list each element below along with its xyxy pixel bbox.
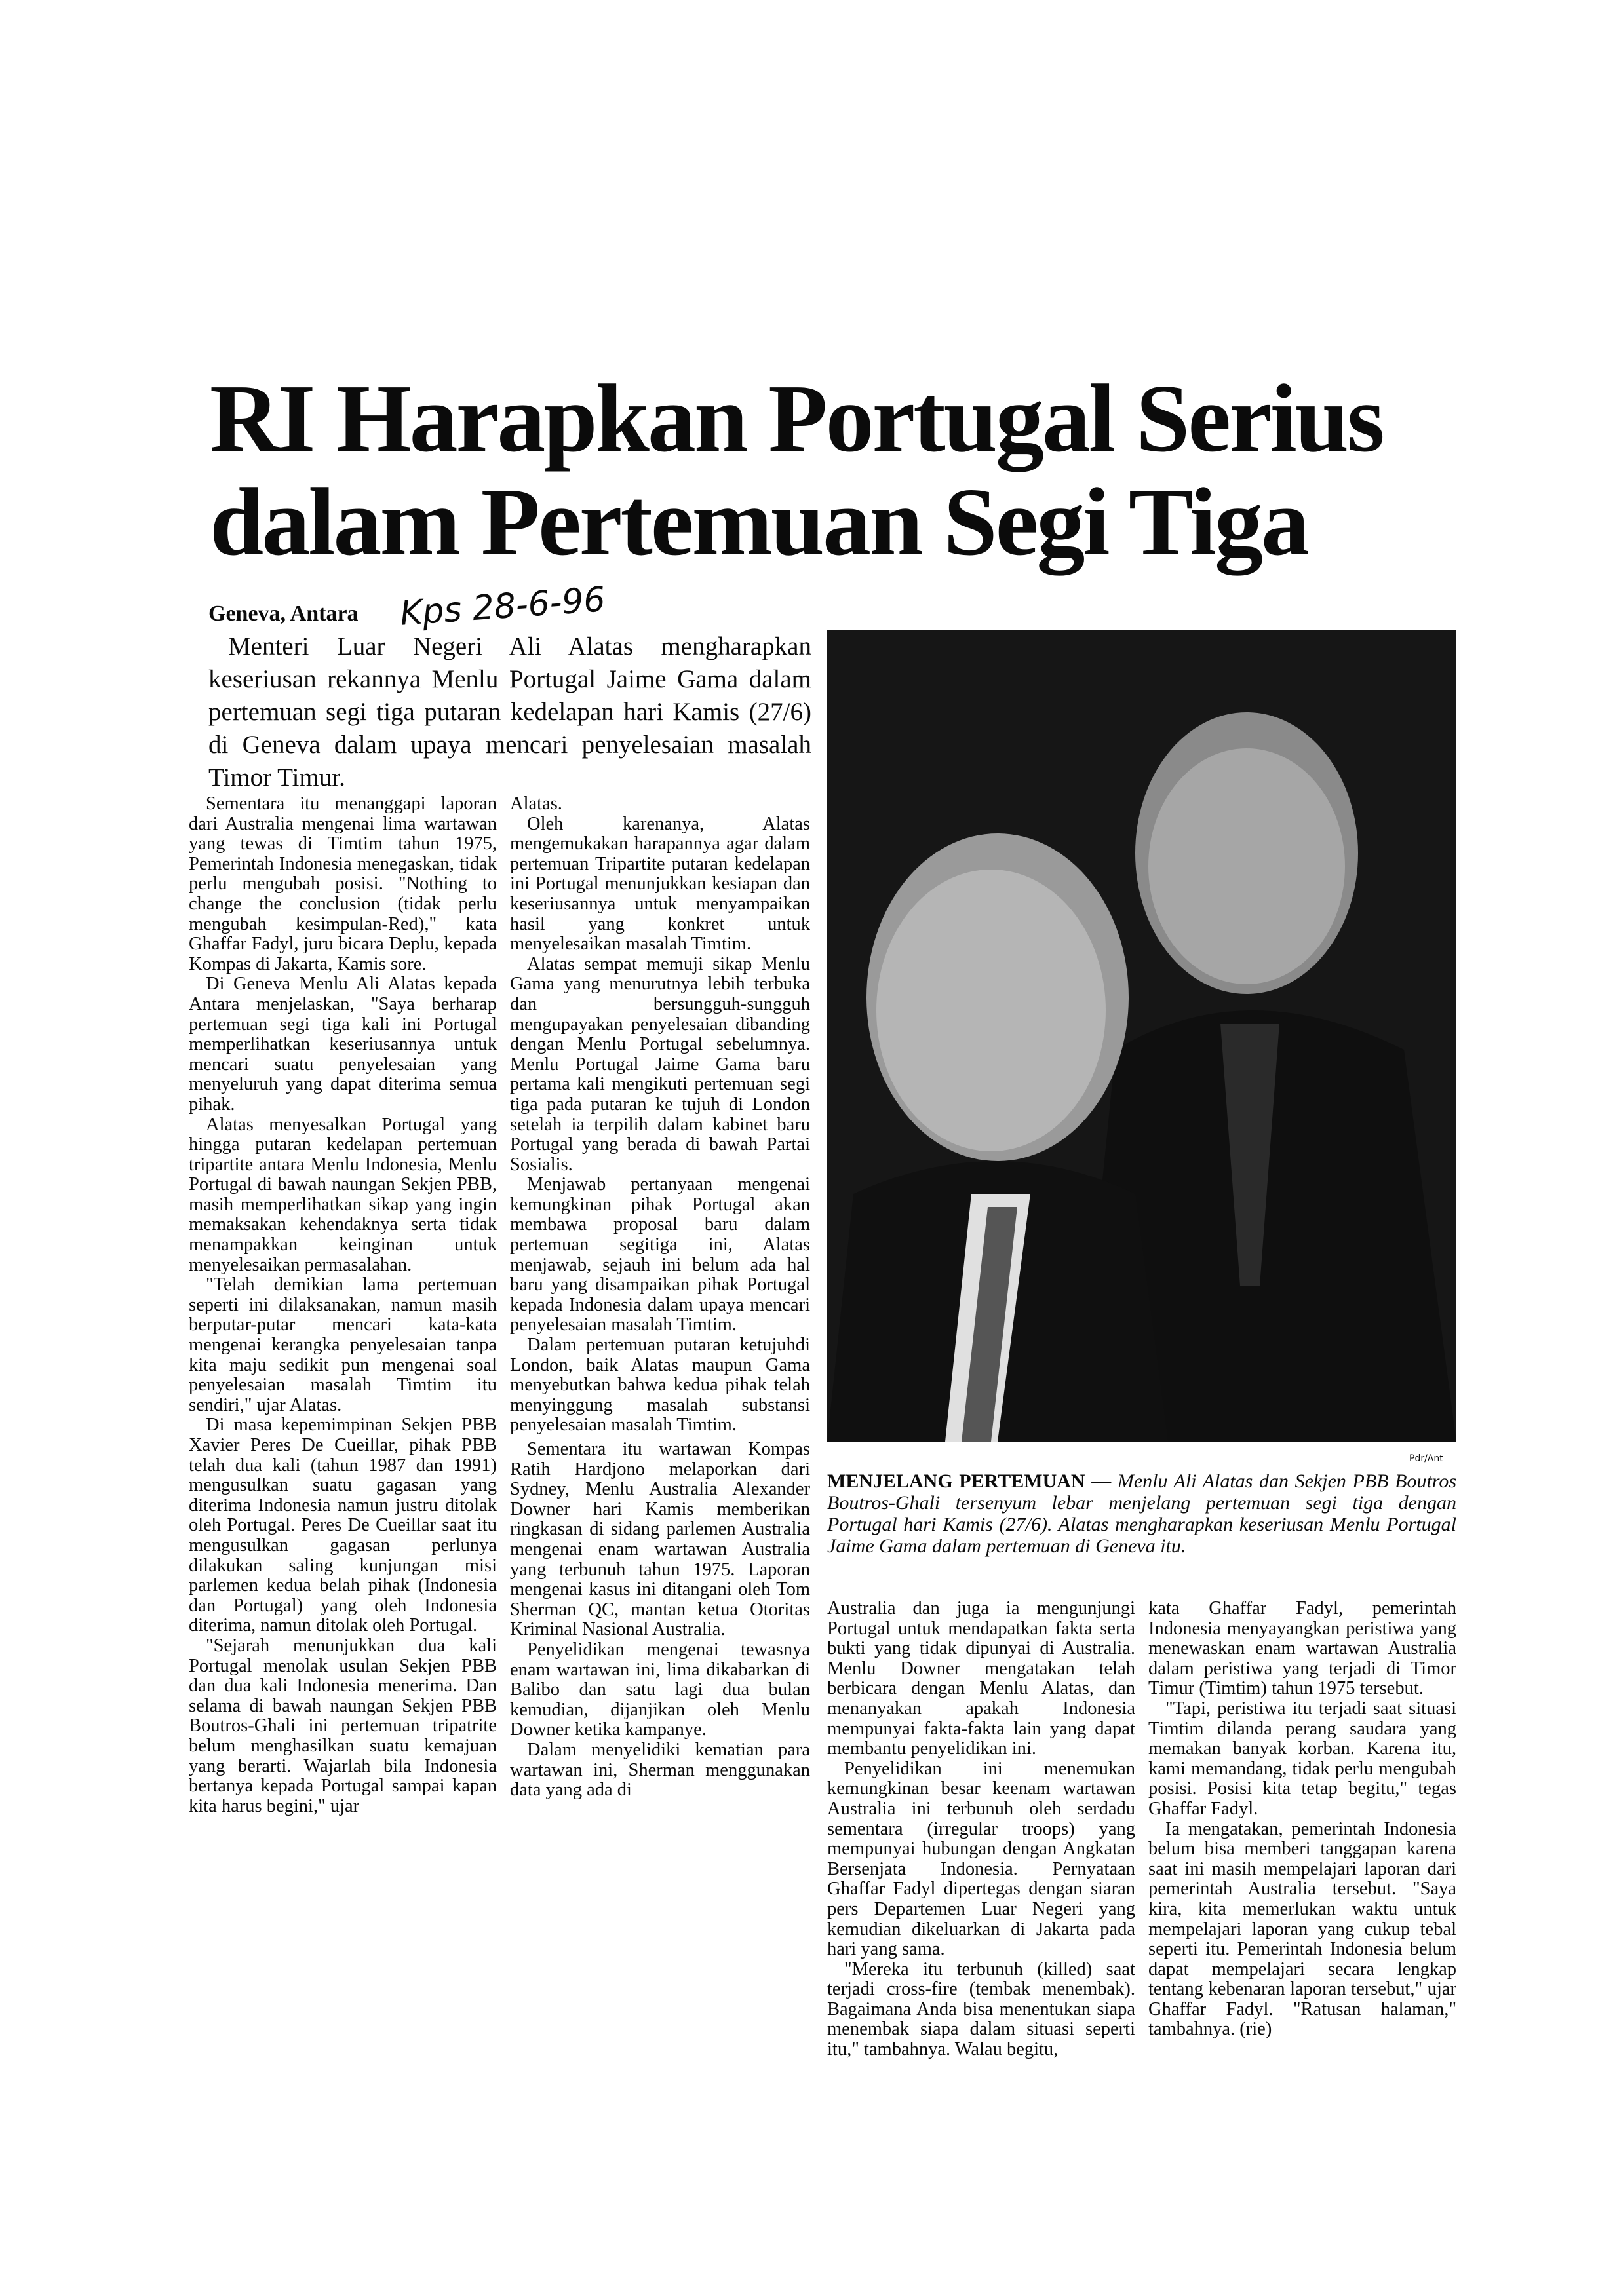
caption-label: MENJELANG PERTEMUAN — bbox=[827, 1470, 1112, 1492]
column-4 bbox=[1148, 1599, 1456, 2040]
handwritten-note: Kps 28-6-96 bbox=[399, 580, 607, 634]
paragraph: Australia dan juga ia mengunjungi Portugal untuk mendapatkan fakta serta bukti yang tidak dipunyai di Australia. Menlu Downer mengatakan telah berbicara dengan Menlu Alatas, dan menanyakan apakah Indonesia mempunyai fakta-fakta lain yang dapat membantu penyelidikan ini. bbox=[827, 1598, 1135, 1759]
paragraph: Dalam pertemuan putaran ketujuhdi London, baik Alatas maupun Gama menyebutkan bahwa kedua pihak telah menyinggung masalah substansi penyelesaian masalah Timtim. bbox=[510, 1335, 810, 1436]
dateline: Geneva, Antara bbox=[208, 602, 359, 626]
paragraph: Penyelidikan mengenai tewasnya enam wartawan ini, lima dikabarkan di Balibo dan satu lagi dua bulan kemudian, dijanjikan oleh Menlu Downer ketika kampanye. bbox=[510, 1639, 810, 1740]
paragraph: Dalam menyelidiki kematian para wartawan ini, Sherman menggunakan data yang ada di bbox=[510, 1739, 810, 1801]
paragraph: "Mereka itu terbunuh (killed) saat terjadi cross-fire (tembak menembak). Bagaimana Anda bisa menentukan siapa menembak siapa dalam situasi seperti itu," tambahnya. Walau begitu, bbox=[827, 1959, 1135, 2060]
paragraph: Alatas sempat memuji sikap Menlu Gama yang menurutnya lebih terbuka dan bersungguh-sungguh mengupayakan penyelesaian dibanding dengan Menlu Portugal sebelumnya. Menlu Portugal Jaime Gama baru pertama kali mengikuti pertemuan segi tiga pada putaran ke tujuh di London setelah ia terpilih dalam kabinet baru Portugal yang berada di bawah Partai Sosialis. bbox=[510, 953, 810, 1175]
paragraph: Penyelidikan ini menemukan kemungkinan besar keenam wartawan Australia ini terbunuh oleh serdadu sementara (irregular troops) yang mempunyai hubungan dengan Angkatan Bersenjata Indonesia. Pernyataan Ghaffar Fadyl dipertegas dengan siaran pers Departemen Luar Negeri yang kemudian dikeluarkan di Jakarta pada hari yang sama. bbox=[827, 1758, 1135, 1960]
paragraph: Alatas menyesalkan Portugal yang hingga putaran kedelapan pertemuan tripartite antara Menlu Indonesia, Menlu Portugal di bawah naungan Sekjen PBB, masih memperlihatkan sikap yang ingin memaksakan kehendaknya serta tidak menampakkan keinginan untuk menyelesaikan permasalahan. bbox=[189, 1114, 497, 1275]
paragraph: Menjawab pertanyaan mengenai kemungkinan pihak Portugal akan membawa proposal baru dalam pertemuan segitiga ini, Alatas menjawab, sejauh ini belum ada hal baru yang disampaikan pihak Portugal kepada Indonesia dalam upaya mencari penyelesaian masalah Timtim. bbox=[510, 1174, 810, 1335]
caption-text: Menlu Ali Alatas dan Sekjen PBB Boutros Boutros-Ghali tersenyum lebar menjelang pertemuan segi tiga dengan Portugal hari Kamis (27/6). Alatas mengharapkan keseriusan Menlu Portugal Jaime Gama dalam pertemuan di Geneva itu. bbox=[827, 1470, 1457, 1557]
lead-text: Menteri Luar Negeri Ali Alatas mengharapkan keseriusan rekannya Menlu Portugal Jaime Gama dalam pertemuan segi tiga putaran kedelapan hari Kamis (27/6) di Geneva dalam upaya mencari penyelesaian masalah Timor Timur. bbox=[208, 632, 811, 792]
photo-illustration bbox=[827, 630, 1456, 1442]
paragraph: Alatas. bbox=[510, 794, 562, 814]
news-photo bbox=[827, 630, 1456, 1442]
headline-line-2: dalam Pertemuan Segi Tiga bbox=[210, 469, 1308, 576]
headline bbox=[210, 367, 1455, 574]
paragraph: "Sejarah menunjukkan dua kali Portugal menolak usulan Sekjen PBB dan dua kali Indonesia menerima. Dan selama di bawah naungan Sekjen PBB Boutros-Ghali ini pertemuan tripatrite belum menghasilkan suatu kemajuan yang berarti. Wajarlah bila Indonesia bertanya kepada Portugal sampai kapan kita harus begini," ujar bbox=[189, 1635, 497, 1816]
paragraph: "Telah demikian lama pertemuan seperti ini dilaksanakan, namun masih berputar-putar mencari kata-kata mengenai kerangka penyelesaian tanpa kita maju sedikit pun mengenai soal penyelesaian masalah Timtim itu sendiri," ujar Alatas. bbox=[189, 1274, 497, 1415]
headline-line-1: RI Harapkan Portugal Serius bbox=[210, 365, 1383, 472]
column-1 bbox=[189, 794, 497, 1816]
photo-credit: Pdr/Ant bbox=[1409, 1453, 1443, 1464]
paragraph: "Tapi, peristiwa itu terjadi saat situasi Timtim dilanda perang saudara yang memakan banyak korban. Karena itu, kami memandang, tidak perlu mengubah posisi. Posisi kita tetap begitu," tegas Ghaffar Fadyl. bbox=[1148, 1698, 1456, 1819]
lead-paragraph bbox=[208, 630, 811, 794]
paragraph: Ia mengatakan, pemerintah Indonesia belum bisa memberi tanggapan karena saat ini masih mempelajari laporan dari pemerintah Australia tersebut. "Saya kira, kita memerlukan waktu untuk mempelajari laporan yang cukup tebal seperti itu. Pemerintah Indonesia belum dapat mempelajari secara lengkap tentang kebenaran laporan tersebut," ujar Ghaffar Fadyl. "Ratusan halaman," tambahnya. (rie) bbox=[1148, 1818, 1456, 2040]
paragraph: Di Geneva Menlu Ali Alatas kepada Antara menjelaskan, "Saya berharap pertemuan segi tiga kali ini Portugal memperlihatkan keseriusannya untuk mencari suatu penyelesaian yang menyeluruh yang dapat diterima semua pihak. bbox=[189, 974, 497, 1115]
paragraph: kata Ghaffar Fadyl, pemerintah Indonesia menyayangkan peristiwa yang menewaskan enam wartawan Australia dalam peristiwa yang terjadi di Timor Timur (Timtim) tahun 1975 tersebut. bbox=[1148, 1598, 1456, 1699]
photo-caption bbox=[827, 1470, 1456, 1557]
column-3 bbox=[827, 1599, 1135, 2060]
paragraph: Sementara itu wartawan Kompas Ratih Hardjono melaporkan dari Sydney, Menlu Australia Alexander Downer hari Kamis memberikan ringkasan di sidang parlemen Australia mengenai enam wartawan Australia yang terbunuh tahun 1975. Laporan mengenai kasus ini ditangani oleh Tom Sherman QC, mantan ketua Otoritas Kriminal Nasional Australia. bbox=[510, 1439, 810, 1640]
paragraph: Sementara itu menanggapi laporan dari Australia mengenai lima wartawan yang tewas di Timtim tahun 1975, Pemerintah Indonesia menegaskan, tidak perlu mengubah posisi. "Nothing to change the conclusion (tidak perlu mengubah kesimpulan-Red)," kata Ghaffar Fadyl, juru bicara Deplu, kepada Kompas di Jakarta, Kamis sore. bbox=[189, 794, 497, 974]
paragraph: Di masa kepemimpinan Sekjen PBB Xavier Peres De Cueillar, pihak PBB telah dua kali (tahun 1987 dan 1991) mengusulkan suatu gagasan yang diterima Indonesia namun justru ditolak oleh Portugal. Peres De Cueillar saat itu mengusulkan gagasan perlunya dilakukan saling kunjungan misi parlemen kedua belah pihak (Indonesia dan Portugal) yang oleh Indonesia diterima, namun ditolak oleh Portugal. bbox=[189, 1415, 497, 1636]
column-2 bbox=[510, 794, 810, 1801]
paragraph: Oleh karenanya, Alatas mengemukakan harapannya agar dalam pertemuan Tripartite putaran kedelapan ini Portugal menunjukkan kesiapan dan keseriusannya untuk menyampaikan hasil yang konkret untuk menyelesaikan masalah Timtim. bbox=[510, 813, 810, 955]
